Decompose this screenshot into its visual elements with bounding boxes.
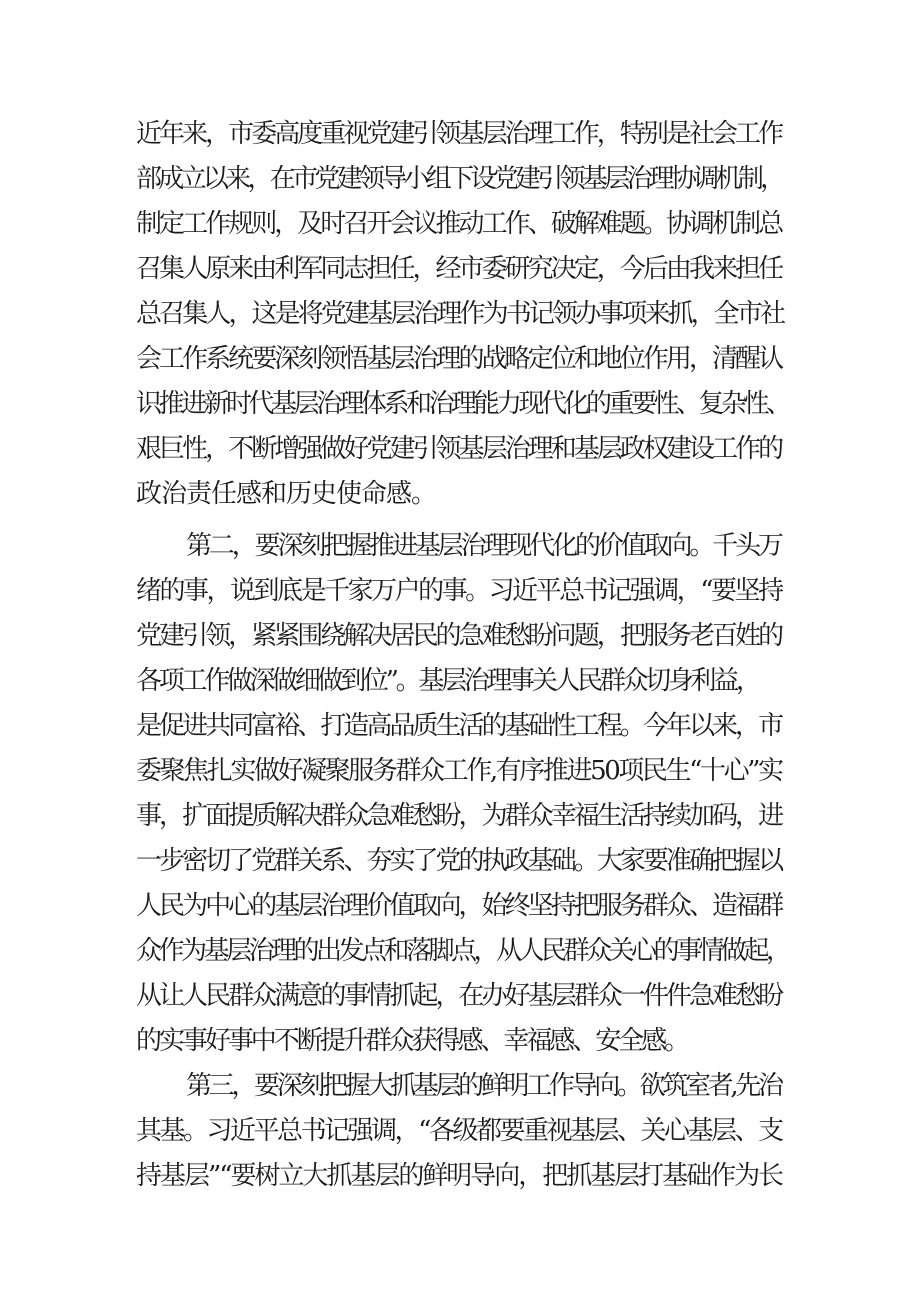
- paragraph-1-line-9: [0, 474, 920, 514]
- line-text: 是促进共同富裕、打造高品质生活的基础性工程。今年以来，市: [136, 711, 782, 741]
- line-text: 总召集人，这是将党建基层治理作为书记领办事项来抓，全市社: [136, 299, 784, 329]
- line-text: 事，扩面提质解决群众急难愁盼，为群众幸福生活持续加码，进: [136, 801, 782, 831]
- line-text: 制定工作规则，及时召开会议推动工作、破解难题。协调机制总: [136, 209, 782, 239]
- paragraph-1-line-1: [0, 114, 920, 154]
- paragraph-2-line-2: [0, 571, 920, 611]
- line-text: 识推进新时代基层治理体系和治理能力现代化的重要性、复杂性、: [136, 389, 789, 419]
- line-text: 艰巨性，不断增强做好党建引领基层治理和基层政权建设工作的: [136, 434, 782, 464]
- line-text: 第二，要深刻把握推进基层治理现代化的价值取向。千头万: [186, 531, 781, 561]
- line-text: 政治责任感和历史使命感。: [136, 479, 437, 509]
- line-text: 从让人民群众满意的事情抓起，在办好基层群众一件件急难愁盼: [136, 981, 782, 1011]
- paragraph-1-line-3: [0, 204, 920, 244]
- paragraph-2-line-6: [0, 751, 920, 791]
- paragraph-3-line-2: [0, 1111, 920, 1151]
- line-text: 各项工作做深做细做到位”。基层治理事关人民群众切身利益，: [136, 666, 759, 696]
- paragraph-1-line-4: [0, 249, 920, 289]
- paragraph-3-line-1: [0, 1066, 920, 1106]
- paragraph-3-line-3: [0, 1156, 920, 1196]
- paragraph-1-line-2: [0, 159, 920, 199]
- line-text: 党建引领，紧紧围绕解决居民的急难愁盼问题，把服务老百姓的: [136, 621, 782, 651]
- line-text: 一步密切了党群关系、夯实了党的执政基础。大家要准确把握以: [136, 846, 782, 876]
- paragraph-2-line-5: [0, 706, 920, 746]
- paragraph-1-line-7: [0, 384, 920, 424]
- line-text: 的实事好事中不断提升群众获得感、幸福感、安全感。: [136, 1026, 688, 1056]
- paragraph-2-line-10: [0, 931, 920, 971]
- paragraph-2-line-11: [0, 976, 920, 1016]
- line-text: 众作为基层治理的出发点和落脚点，从人民群众关心的事情做起，: [136, 936, 789, 966]
- line-text: 近年来，市委高度重视党建引领基层治理工作，特别是社会工作: [136, 119, 782, 149]
- paragraph-1-line-6: [0, 339, 920, 379]
- line-text: 其基。习近平总书记强调，“各级都要重视基层、关心基层、支: [136, 1116, 782, 1146]
- line-text: 人民为中心的基层治理价值取向，始终坚持把服务群众、造福群: [136, 891, 782, 921]
- line-text: 第三，要深刻把握大抓基层的鲜明工作导向。欲筑室者,先治: [186, 1071, 781, 1101]
- line-text: 绪的事，说到底是千家万户的事。习近平总书记强调，“要坚持: [136, 576, 782, 606]
- line-text: 召集人原来由利军同志担任，经市委研究决定，今后由我来担任: [136, 254, 782, 284]
- paragraph-2-line-3: [0, 616, 920, 656]
- paragraph-2-line-1: [0, 526, 920, 566]
- paragraph-2-line-9: [0, 886, 920, 926]
- paragraph-2-line-12: [0, 1021, 920, 1061]
- line-text: 部成立以来，在市党建领导小组下设党建引领基层治理协调机制，: [136, 164, 783, 194]
- line-text: 委聚焦扎实做好凝聚服务群众工作,有序推进50项民生“十心”实: [136, 756, 782, 786]
- line-text: 持基层”“要树立大抓基层的鲜明导向，把抓基层打基础作为长: [136, 1161, 783, 1191]
- paragraph-1-line-5: [0, 294, 920, 334]
- paragraph-1-line-8: [0, 429, 920, 469]
- paragraph-2-line-8: [0, 841, 920, 881]
- paragraph-2-line-7: [0, 796, 920, 836]
- line-text: 会工作系统要深刻领悟基层治理的战略定位和地位作用，清醒认: [136, 344, 782, 374]
- paragraph-2-line-4: [0, 661, 920, 701]
